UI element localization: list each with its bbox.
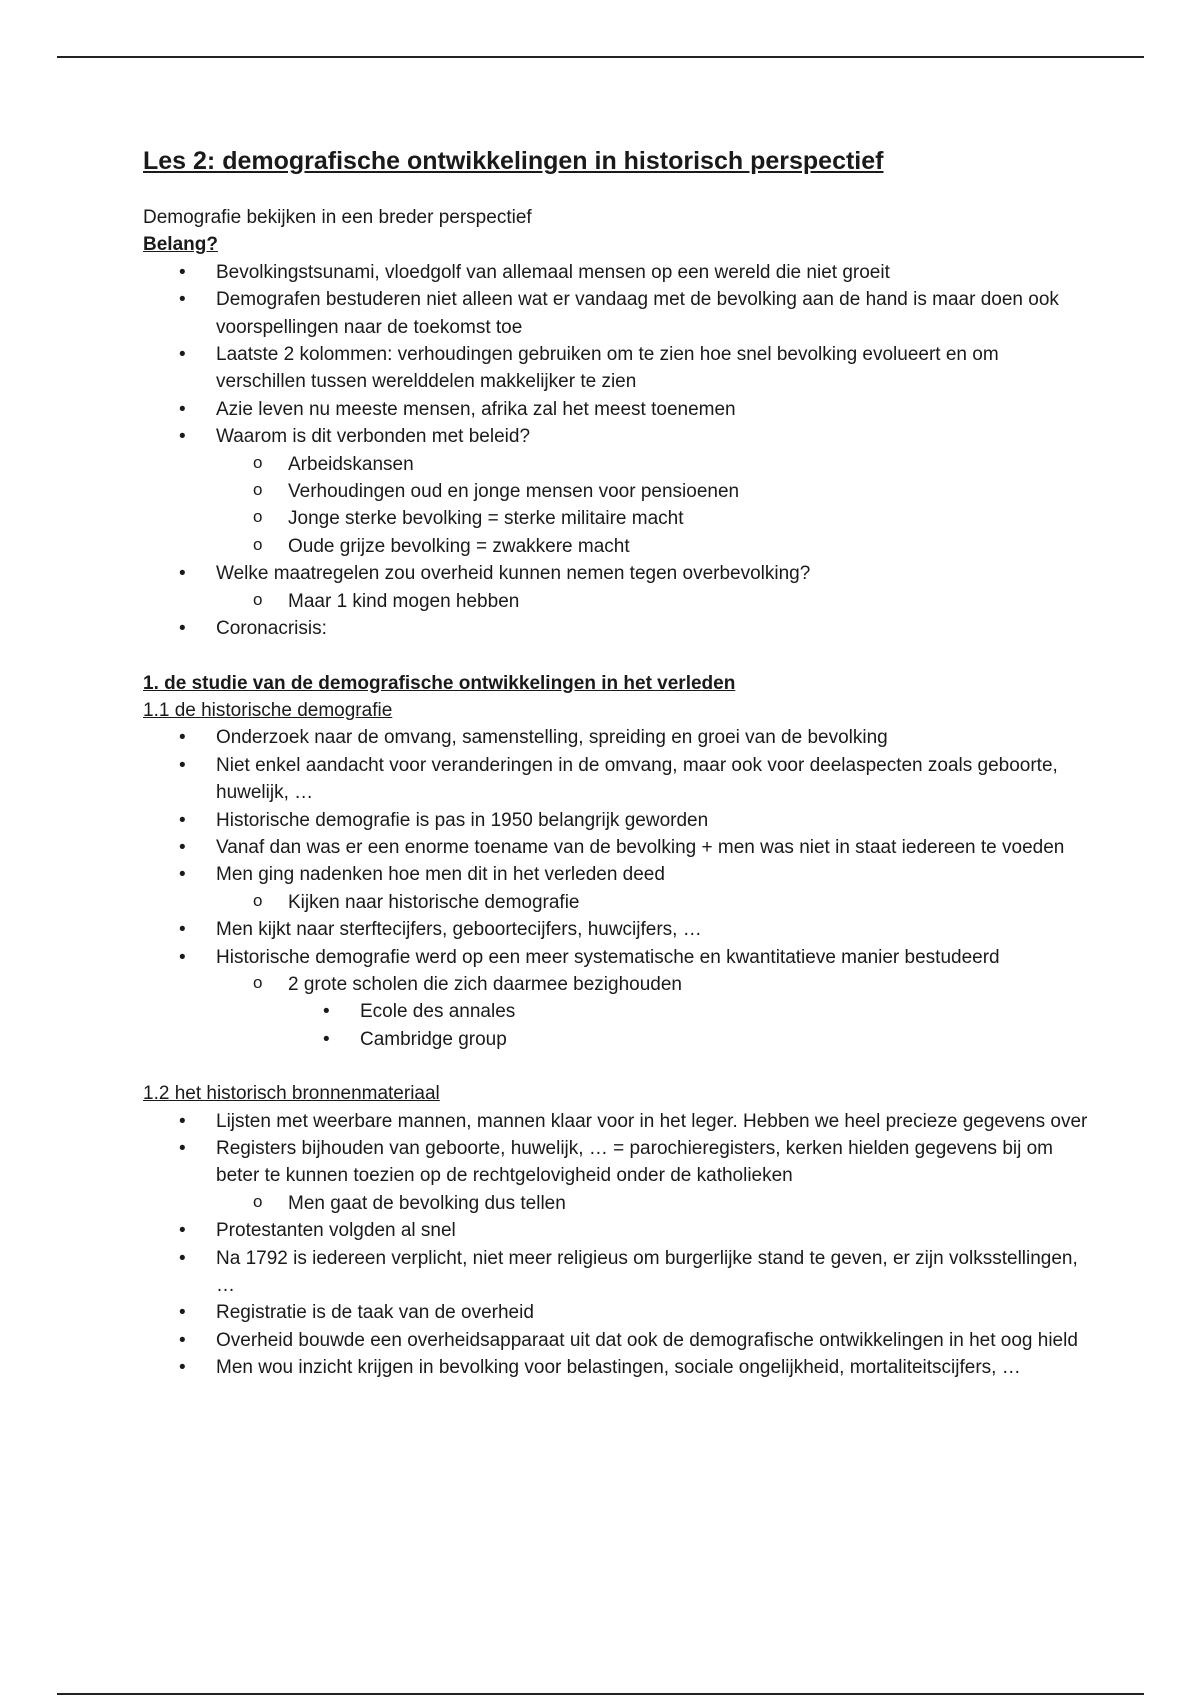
- scholen-list: [288, 998, 1093, 1053]
- list-item: • Lijsten met weerbare mannen, mannen klaar voor in het leger. Hebben we heel precieze gegevens over: [143, 1108, 1093, 1135]
- list-item: • Men kijkt naar sterftecijfers, geboortecijfers, huwcijfers, …: [143, 916, 1093, 943]
- sub-list-item: [143, 971, 1093, 1053]
- belang-heading: Belang?: [143, 234, 218, 256]
- maatregel-sublist: [216, 588, 1093, 615]
- registers-sublist: [216, 1190, 1093, 1217]
- section-1-1-heading: 1.1 de historische demografie: [143, 699, 393, 721]
- sub-list-item-text: 2 grote scholen die zich daarmee bezighouden: [288, 973, 682, 995]
- document-body: [143, 140, 1093, 1382]
- list-item-text: Waarom is dit verbonden met beleid?: [216, 426, 531, 448]
- list-item-text: Men ging nadenken hoe men dit in het verleden deed: [216, 864, 665, 886]
- list-item: • Coronacrisis:: [143, 615, 1093, 642]
- header-rule: [57, 56, 1144, 58]
- list-item: [143, 944, 1093, 1054]
- footer-rule: [57, 1693, 1144, 1695]
- list-item-text: Historische demografie werd op een meer systematische en kwantitatieve manier bestudeerd: [216, 946, 1000, 968]
- page-title: Les 2: demografische ontwikkelingen in historisch perspectief: [143, 147, 884, 175]
- sub-list-item: o Men gaat de bevolking dus tellen: [143, 1190, 1093, 1217]
- list-item: • Overheid bouwde een overheidsapparaat uit dat ook de demografische ontwikkelingen in het oog hield: [143, 1327, 1093, 1354]
- sub-list-item: o Verhoudingen oud en jonge mensen voor pensioenen: [143, 478, 1093, 505]
- list-item: • Bevolkingstsunami, vloedgolf van allemaal mensen op een wereld die niet groeit: [143, 259, 1093, 286]
- list-item-text: Registers bijhouden van geboorte, huwelijk, … = parochieregisters, kerken hielden gegevens bij om beter te kunnen toezien op de rechtgelovigheid onder de katholieken: [216, 1138, 1054, 1187]
- list-item: • Laatste 2 kolommen: verhoudingen gebruiken om te zien hoe snel bevolking evolueert en om verschillen tussen werelddelen makkelijker te zien: [143, 341, 1093, 396]
- school-item: • Cambridge group: [143, 1026, 1093, 1053]
- intro-line: Demografie bekijken in een breder perspectief: [143, 207, 532, 228]
- list-item: • Men wou inzicht krijgen in bevolking voor belastingen, sociale ongelijkheid, mortaliteitscijfers, …: [143, 1354, 1093, 1381]
- belang-list: [143, 259, 1093, 643]
- list-item: • Azie leven nu meeste mensen, afrika zal het meest toenemen: [143, 396, 1093, 423]
- list-item: • Protestanten volgden al snel: [143, 1217, 1093, 1244]
- sub-list-item: o Jonge sterke bevolking = sterke militaire macht: [143, 505, 1093, 532]
- school-item: • Ecole des annales: [143, 998, 1093, 1025]
- list-item: • Demografen bestuderen niet alleen wat er vandaag met de bevolking aan de hand is maar doen ook voorspellingen naar de toekomst toe: [143, 286, 1093, 341]
- list-item: • Onderzoek naar de omvang, samenstelling, spreiding en groei van de bevolking: [143, 724, 1093, 751]
- list-item: • Vanaf dan was er een enorme toename van de bevolking + men was niet in staat iedereen te voeden: [143, 834, 1093, 861]
- section-1-2-heading: 1.2 het historisch bronnenmateriaal: [143, 1083, 440, 1105]
- list-item-text: Welke maatregelen zou overheid kunnen nemen tegen overbevolking?: [216, 563, 811, 585]
- list-item: [143, 423, 1093, 560]
- nadenken-sublist: [216, 889, 1093, 916]
- sub-list-item: o Oude grijze bevolking = zwakkere macht: [143, 533, 1093, 560]
- spacer: [143, 1053, 1093, 1080]
- beleid-sublist: [216, 451, 1093, 561]
- section-1-2-list: [143, 1108, 1093, 1382]
- section-1-1-list: [143, 724, 1093, 1053]
- section-1-heading: 1. de studie van de demografische ontwikkelingen in het verleden: [143, 672, 736, 694]
- list-item: • Na 1792 is iedereen verplicht, niet meer religieus om burgerlijke stand te geven, er zijn volksstellingen, …: [143, 1245, 1093, 1300]
- scholen-sublist: [216, 971, 1093, 1053]
- sub-list-item: o Arbeidskansen: [143, 451, 1093, 478]
- list-item: • Historische demografie is pas in 1950 belangrijk geworden: [143, 807, 1093, 834]
- list-item: [143, 861, 1093, 916]
- list-item: • Niet enkel aandacht voor veranderingen in de omvang, maar ook voor deelaspecten zoals geboorte, huwelijk, …: [143, 752, 1093, 807]
- list-item: [143, 560, 1093, 615]
- spacer: [143, 643, 1093, 670]
- list-item: [143, 1135, 1093, 1217]
- sub-list-item: o Maar 1 kind mogen hebben: [143, 588, 1093, 615]
- sub-list-item: o Kijken naar historische demografie: [143, 889, 1093, 916]
- list-item: • Registratie is de taak van de overheid: [143, 1299, 1093, 1326]
